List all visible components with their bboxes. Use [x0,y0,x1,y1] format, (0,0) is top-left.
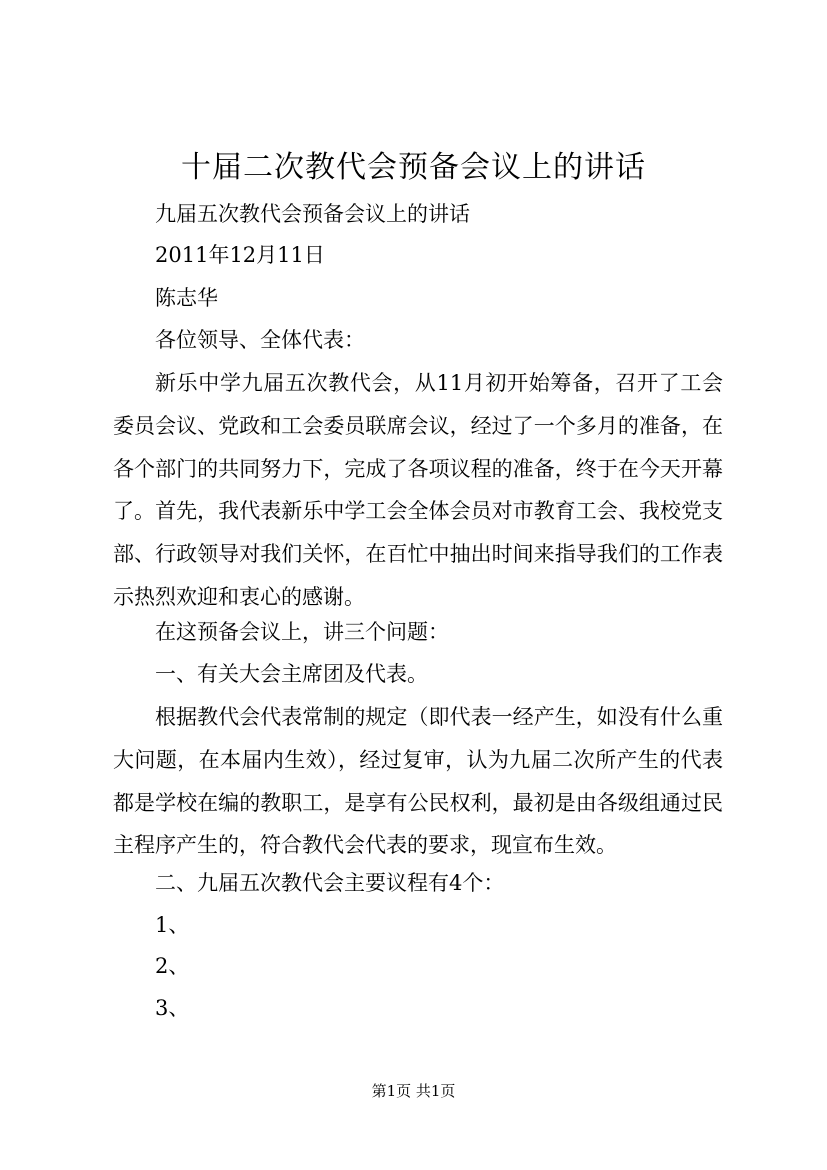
list-item: 3、 [155,996,190,1020]
document-subtitle: 九届五次教代会预备会议上的讲话 [155,202,470,226]
paragraph-delegates: 根据教代会代表常制的规定（即代表一经产生，如没有什么重大问题，在本届内生效），经过复审，认为九届二次所产生的代表都是学校在编的教职工，是享有公民权利，最初是由各级组通过民主程序产生的，符合教代会代表的要求，现宣布生效。 [113,705,723,858]
document-title: 十届二次教代会预备会议上的讲话 [181,150,646,185]
section-heading-1: 一、有关大会主席团及代表。 [155,662,428,686]
paragraph-opening: 新乐中学九届五次教代会，从11月初开始筹备，召开了工会委员会议、党政和工会委员联席会议，经过了一个多月的准备，在各个部门的共同努力下，完成了各项议程的准备，终于在今天开幕了。首先，我代表新乐中学工会全体会员对市教育工会、我校党支部、行政领导对我们关怀，在百忙中抽出时间来指导我们的工作表示热烈欢迎和衷心的感谢。 [113,371,723,609]
document-author: 陈志华 [155,286,218,310]
list-item: 1、 [155,913,190,937]
page-footer: 第1页 共1页 [371,1082,456,1100]
list-item: 2、 [155,954,190,978]
salutation: 各位领导、全体代表： [155,328,365,352]
intro-line: 在这预备会议上，讲三个问题： [155,620,449,644]
section-heading-2: 二、九届五次教代会主要议程有4个： [155,871,505,895]
document-date: 2011年12月11日 [155,243,325,267]
